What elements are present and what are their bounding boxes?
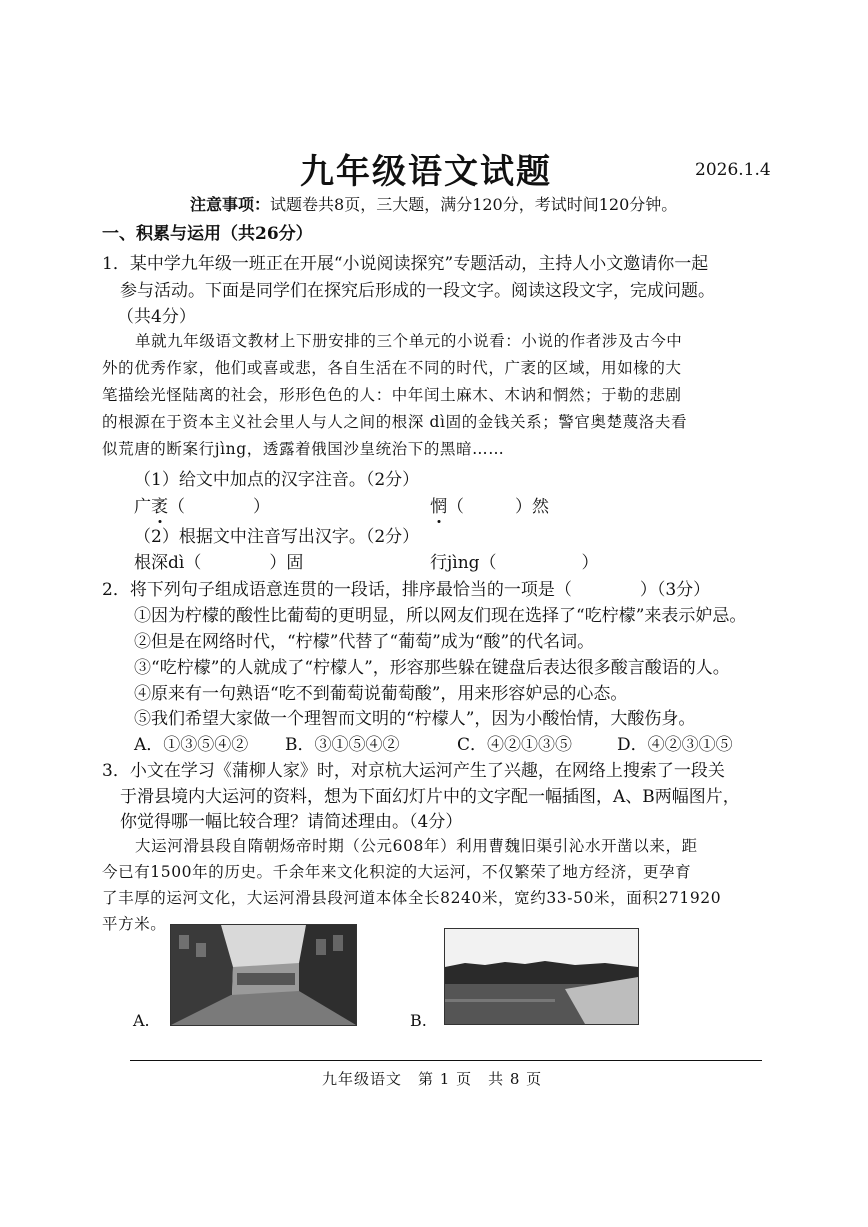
dotted-char: 惘: [430, 497, 447, 517]
q1-sub2-item2[interactable]: 行jìng（ ）: [430, 553, 599, 573]
exam-date: 2026.1.4: [695, 160, 771, 180]
page-title: 九年级语文试题: [300, 152, 552, 192]
q2-sentence: ①因为柠檬的酸性比葡萄的更明显，所以网友们现在选择了“吃柠檬”来表示妒忌。: [134, 606, 747, 626]
river-photo-graphic: [445, 929, 638, 1024]
q1-sub1-item1-pre: 广: [134, 497, 151, 517]
answer-blank[interactable]: （ ）: [168, 497, 270, 517]
image-a-label: A.: [133, 1011, 150, 1030]
q1-passage-line: 笔描绘光怪陆离的社会，形形色色的人：中年闰土麻木、木讷和惘然；于勒的悲剧: [102, 386, 682, 404]
page-footer: 九年级语文 第 1 页 共 8 页: [322, 1070, 543, 1088]
q2-option-c[interactable]: C．④②①③⑤: [457, 735, 573, 755]
q2-sentence: ④原来有一句熟语“吃不到葡萄说葡萄酸”，用来形容妒忌的心态。: [134, 684, 628, 704]
notice: [190, 192, 677, 215]
q2-option-b[interactable]: B．③①⑤④②: [285, 735, 400, 755]
q2-sentence: ③“吃柠檬”的人就成了“柠檬人”，形容那些躲在键盘后表达很多酸言酸语的人。: [134, 658, 730, 678]
q2-option-a[interactable]: A．①③⑤④②: [134, 735, 249, 755]
notice-label: 注意事项：: [190, 195, 271, 214]
footer-divider: [130, 1060, 762, 1061]
q1-passage-line: 外的优秀作家，他们或喜或悲，各自生活在不同的时代，广袤的区域，用如椽的大: [102, 359, 682, 377]
street-photo: [170, 924, 357, 1026]
q3-stem-line: 于滑县境内大运河的资料，想为下面幻灯片中的文字配一幅插图，A、B两幅图片，: [120, 787, 740, 807]
street-photo-graphic: [171, 925, 356, 1025]
q1-stem-line: （共4分）: [117, 307, 196, 327]
q3-stem-line: 3．小文在学习《蒲柳人家》时，对京杭大运河产生了兴趣，在网络上搜索了一段关: [102, 761, 725, 781]
q3-passage-line: 大运河滑县段自隋朝炀帝时期（公元608年）利用曹魏旧渠引沁水开凿以来，距: [135, 837, 698, 855]
notice-text: 试题卷共8页，三大题，满分120分，考试时间120分钟。: [270, 195, 678, 214]
title-row: [0, 140, 868, 190]
q1-passage-line: 的根源在于资本主义社会里人与人之间的根深 dì固的金钱关系；警官奥楚蔑洛夫看: [102, 413, 688, 431]
dotted-char: 袤: [151, 497, 168, 517]
q3-passage-line: 今已有1500年的历史。千余年来文化积淀的大运河，不仅繁荣了地方经济，更孕育: [102, 863, 692, 881]
answer-blank[interactable]: （ ）然: [447, 497, 549, 517]
q2-sentence: ②但是在网络时代，“柠檬”代替了“葡萄”成为“酸”的代名词。: [134, 632, 595, 652]
q1-passage-line: 似荒唐的断案行jìng，透露着俄国沙皇统治下的黑暗……: [102, 440, 505, 458]
section-heading: 一、积累与运用（共26分）: [102, 224, 313, 244]
q2-option-d[interactable]: D．④②③①⑤: [617, 735, 733, 755]
q1-sub2-prompt: （2）根据文中注音写出汉字。（2分）: [134, 527, 420, 547]
q1-stem-line: 参与活动。下面是同学们在探究后形成的一段文字。阅读这段文字，完成问题。: [120, 281, 715, 301]
q1-sub1-item1: [134, 492, 270, 517]
q3-passage-line: 了丰厚的运河文化，大运河滑县段河道本体全长8240米，宽约33-50米，面积271920: [102, 889, 722, 907]
q1-passage-line: 单就九年级语文教材上下册安排的三个单元的小说看：小说的作者涉及古今中: [135, 332, 683, 350]
q3-stem-line: 你觉得哪一幅比较合理？请简述理由。（4分）: [120, 812, 463, 832]
q1-stem-line: 1．某中学九年级一班正在开展“小说阅读探究”专题活动，主持人小文邀请你一起: [102, 254, 709, 274]
image-b-label: B.: [410, 1011, 427, 1030]
q1-sub2-item1[interactable]: 根深dì（ ）固: [134, 553, 304, 573]
q1-sub1-prompt: （1）给文中加点的汉字注音。（2分）: [134, 470, 420, 490]
river-photo: [444, 928, 639, 1025]
q2-stem: 2．将下列句子组成语意连贯的一段话，排序最恰当的一项是（ ）（3分）: [102, 580, 711, 600]
q2-sentence: ⑤我们希望大家做一个理智而文明的“柠檬人”，因为小酸怡情，大酸伤身。: [134, 709, 696, 729]
q1-sub1-item2: [430, 492, 549, 517]
q3-passage-line: 平方米。: [102, 915, 167, 933]
